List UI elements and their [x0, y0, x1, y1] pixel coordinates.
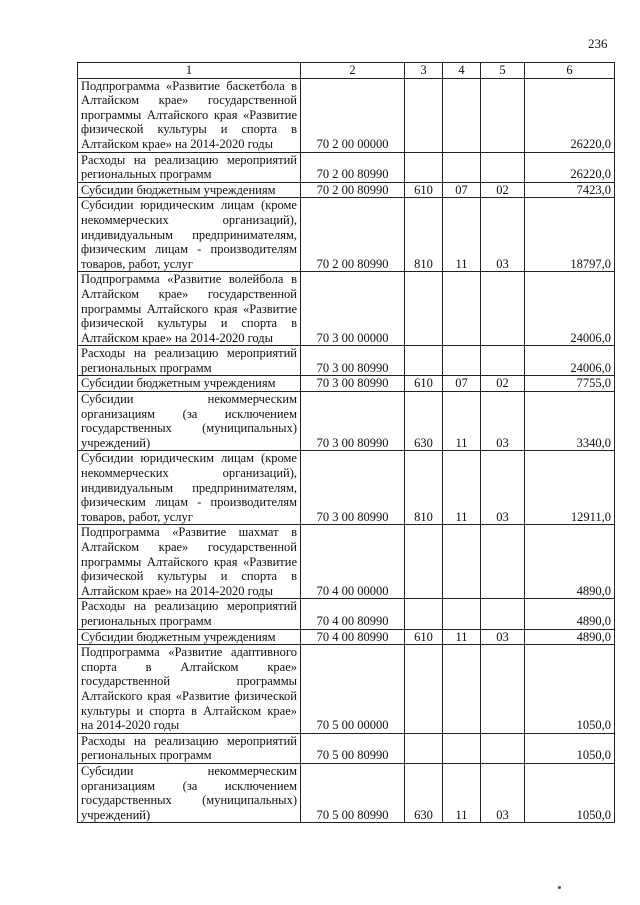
row-code-cell: 70 5 00 80990 — [301, 733, 405, 763]
table-row — [78, 645, 615, 734]
row-rz-cell: 07 — [443, 182, 481, 198]
row-pr-cell — [481, 272, 525, 346]
row-rz-cell: 11 — [443, 629, 481, 645]
row-pr-cell — [481, 645, 525, 734]
row-name-cell: Субсидии юридическим лицам (кроме некоммерческих организаций), индивидуальным предпринимателям, физическим лицам - производителям товаров, работ, услуг — [78, 451, 301, 525]
row-name-cell: Подпрограмма «Развитие баскетбола в Алтайском крае» государственной программы Алтайского края «Развитие физической культуры и спорта в Алтайском крае» на 2014-2020 годы — [78, 78, 301, 152]
row-code-cell: 70 4 00 80990 — [301, 629, 405, 645]
row-name-cell: Субсидии бюджетным учреждениям — [78, 629, 301, 645]
row-pr-cell: 03 — [481, 451, 525, 525]
row-rz-cell — [443, 78, 481, 152]
row-pr-cell: 03 — [481, 629, 525, 645]
table-row — [78, 376, 615, 392]
table-row — [78, 78, 615, 152]
row-code-cell: 70 3 00 80990 — [301, 451, 405, 525]
row-name-cell: Субсидии бюджетным учреждениям — [78, 376, 301, 392]
row-pr-cell: 02 — [481, 376, 525, 392]
row-rz-cell — [443, 525, 481, 599]
row-code-cell: 70 2 00 80990 — [301, 182, 405, 198]
row-vr-cell: 810 — [405, 451, 443, 525]
row-name-cell: Расходы на реализацию мероприятий региональных программ — [78, 599, 301, 629]
row-vr-cell: 630 — [405, 763, 443, 822]
row-code-cell: 70 3 00 80990 — [301, 392, 405, 451]
table-row — [78, 451, 615, 525]
table-row — [78, 272, 615, 346]
row-code-cell: 70 2 00 80990 — [301, 152, 405, 182]
row-sum-cell: 4890,0 — [525, 525, 615, 599]
row-name-cell: Подпрограмма «Развитие волейбола в Алтайском крае» государственной программы Алтайского края «Развитие физической культуры и спорта в Алтайском крае» на 2014-2020 годы — [78, 272, 301, 346]
row-code-cell: 70 3 00 00000 — [301, 272, 405, 346]
table-row — [78, 392, 615, 451]
row-sum-cell: 4890,0 — [525, 599, 615, 629]
row-name-cell: Субсидии некоммерческим организациям (за исключением государственных (муниципальных) учреждений) — [78, 392, 301, 451]
column-header: 2 — [301, 63, 405, 79]
row-sum-cell: 18797,0 — [525, 198, 615, 272]
row-vr-cell: 610 — [405, 629, 443, 645]
row-vr-cell: 810 — [405, 198, 443, 272]
row-sum-cell: 12911,0 — [525, 451, 615, 525]
scan-speck — [558, 886, 561, 889]
row-vr-cell — [405, 78, 443, 152]
row-name-cell: Расходы на реализацию мероприятий региональных программ — [78, 346, 301, 376]
row-vr-cell — [405, 733, 443, 763]
row-pr-cell: 03 — [481, 763, 525, 822]
budget-table — [77, 62, 615, 823]
row-sum-cell: 7423,0 — [525, 182, 615, 198]
row-code-cell: 70 3 00 80990 — [301, 346, 405, 376]
row-code-cell: 70 2 00 00000 — [301, 78, 405, 152]
row-vr-cell — [405, 645, 443, 734]
row-rz-cell — [443, 152, 481, 182]
row-vr-cell — [405, 346, 443, 376]
row-rz-cell — [443, 346, 481, 376]
row-pr-cell — [481, 78, 525, 152]
row-pr-cell — [481, 599, 525, 629]
row-vr-cell — [405, 152, 443, 182]
row-sum-cell: 1050,0 — [525, 763, 615, 822]
table-row — [78, 733, 615, 763]
table-row — [78, 152, 615, 182]
row-rz-cell: 11 — [443, 763, 481, 822]
row-sum-cell: 4890,0 — [525, 629, 615, 645]
row-sum-cell: 24006,0 — [525, 272, 615, 346]
row-code-cell: 70 4 00 80990 — [301, 599, 405, 629]
row-pr-cell — [481, 346, 525, 376]
row-name-cell: Расходы на реализацию мероприятий региональных программ — [78, 152, 301, 182]
row-vr-cell: 610 — [405, 376, 443, 392]
row-rz-cell — [443, 645, 481, 734]
row-sum-cell: 26220,0 — [525, 152, 615, 182]
row-sum-cell: 7755,0 — [525, 376, 615, 392]
row-pr-cell: 03 — [481, 198, 525, 272]
row-name-cell: Субсидии юридическим лицам (кроме некоммерческих организаций), индивидуальным предпринимателям, физическим лицам - производителям товаров, работ, услуг — [78, 198, 301, 272]
row-code-cell: 70 5 00 80990 — [301, 763, 405, 822]
table-header-row — [78, 63, 615, 79]
row-sum-cell: 26220,0 — [525, 78, 615, 152]
row-rz-cell: 11 — [443, 451, 481, 525]
table-row — [78, 182, 615, 198]
row-pr-cell — [481, 525, 525, 599]
table-row — [78, 346, 615, 376]
column-header: 3 — [405, 63, 443, 79]
row-sum-cell: 3340,0 — [525, 392, 615, 451]
table-row — [78, 198, 615, 272]
row-code-cell: 70 2 00 80990 — [301, 198, 405, 272]
row-code-cell: 70 4 00 00000 — [301, 525, 405, 599]
page-number: 236 — [588, 36, 608, 51]
column-header: 5 — [481, 63, 525, 79]
row-pr-cell — [481, 733, 525, 763]
column-header: 4 — [443, 63, 481, 79]
row-name-cell: Субсидии бюджетным учреждениям — [78, 182, 301, 198]
row-pr-cell: 03 — [481, 392, 525, 451]
row-rz-cell: 07 — [443, 376, 481, 392]
table-row — [78, 599, 615, 629]
row-rz-cell: 11 — [443, 392, 481, 451]
column-header: 6 — [525, 63, 615, 79]
table-row — [78, 763, 615, 822]
row-vr-cell: 630 — [405, 392, 443, 451]
row-sum-cell: 24006,0 — [525, 346, 615, 376]
row-sum-cell: 1050,0 — [525, 733, 615, 763]
column-header: 1 — [78, 63, 301, 79]
row-vr-cell: 610 — [405, 182, 443, 198]
row-rz-cell — [443, 733, 481, 763]
table-row — [78, 525, 615, 599]
row-rz-cell: 11 — [443, 198, 481, 272]
row-name-cell: Подпрограмма «Развитие адаптивного спорта в Алтайском крае» государственной программы Алтайского края «Развитие физической культуры и спорта в Алтайском крае» на 2014-2020 годы — [78, 645, 301, 734]
row-vr-cell — [405, 272, 443, 346]
row-rz-cell — [443, 599, 481, 629]
row-rz-cell — [443, 272, 481, 346]
row-vr-cell — [405, 599, 443, 629]
row-code-cell: 70 5 00 00000 — [301, 645, 405, 734]
row-name-cell: Подпрограмма «Развитие шахмат в Алтайском крае» государственной программы Алтайского края «Развитие физической культуры и спорта в Алтайском крае» на 2014-2020 годы — [78, 525, 301, 599]
row-vr-cell — [405, 525, 443, 599]
row-name-cell: Субсидии некоммерческим организациям (за исключением государственных (муниципальных) учреждений) — [78, 763, 301, 822]
row-name-cell: Расходы на реализацию мероприятий региональных программ — [78, 733, 301, 763]
row-sum-cell: 1050,0 — [525, 645, 615, 734]
row-pr-cell: 02 — [481, 182, 525, 198]
row-code-cell: 70 3 00 80990 — [301, 376, 405, 392]
table-row — [78, 629, 615, 645]
row-pr-cell — [481, 152, 525, 182]
